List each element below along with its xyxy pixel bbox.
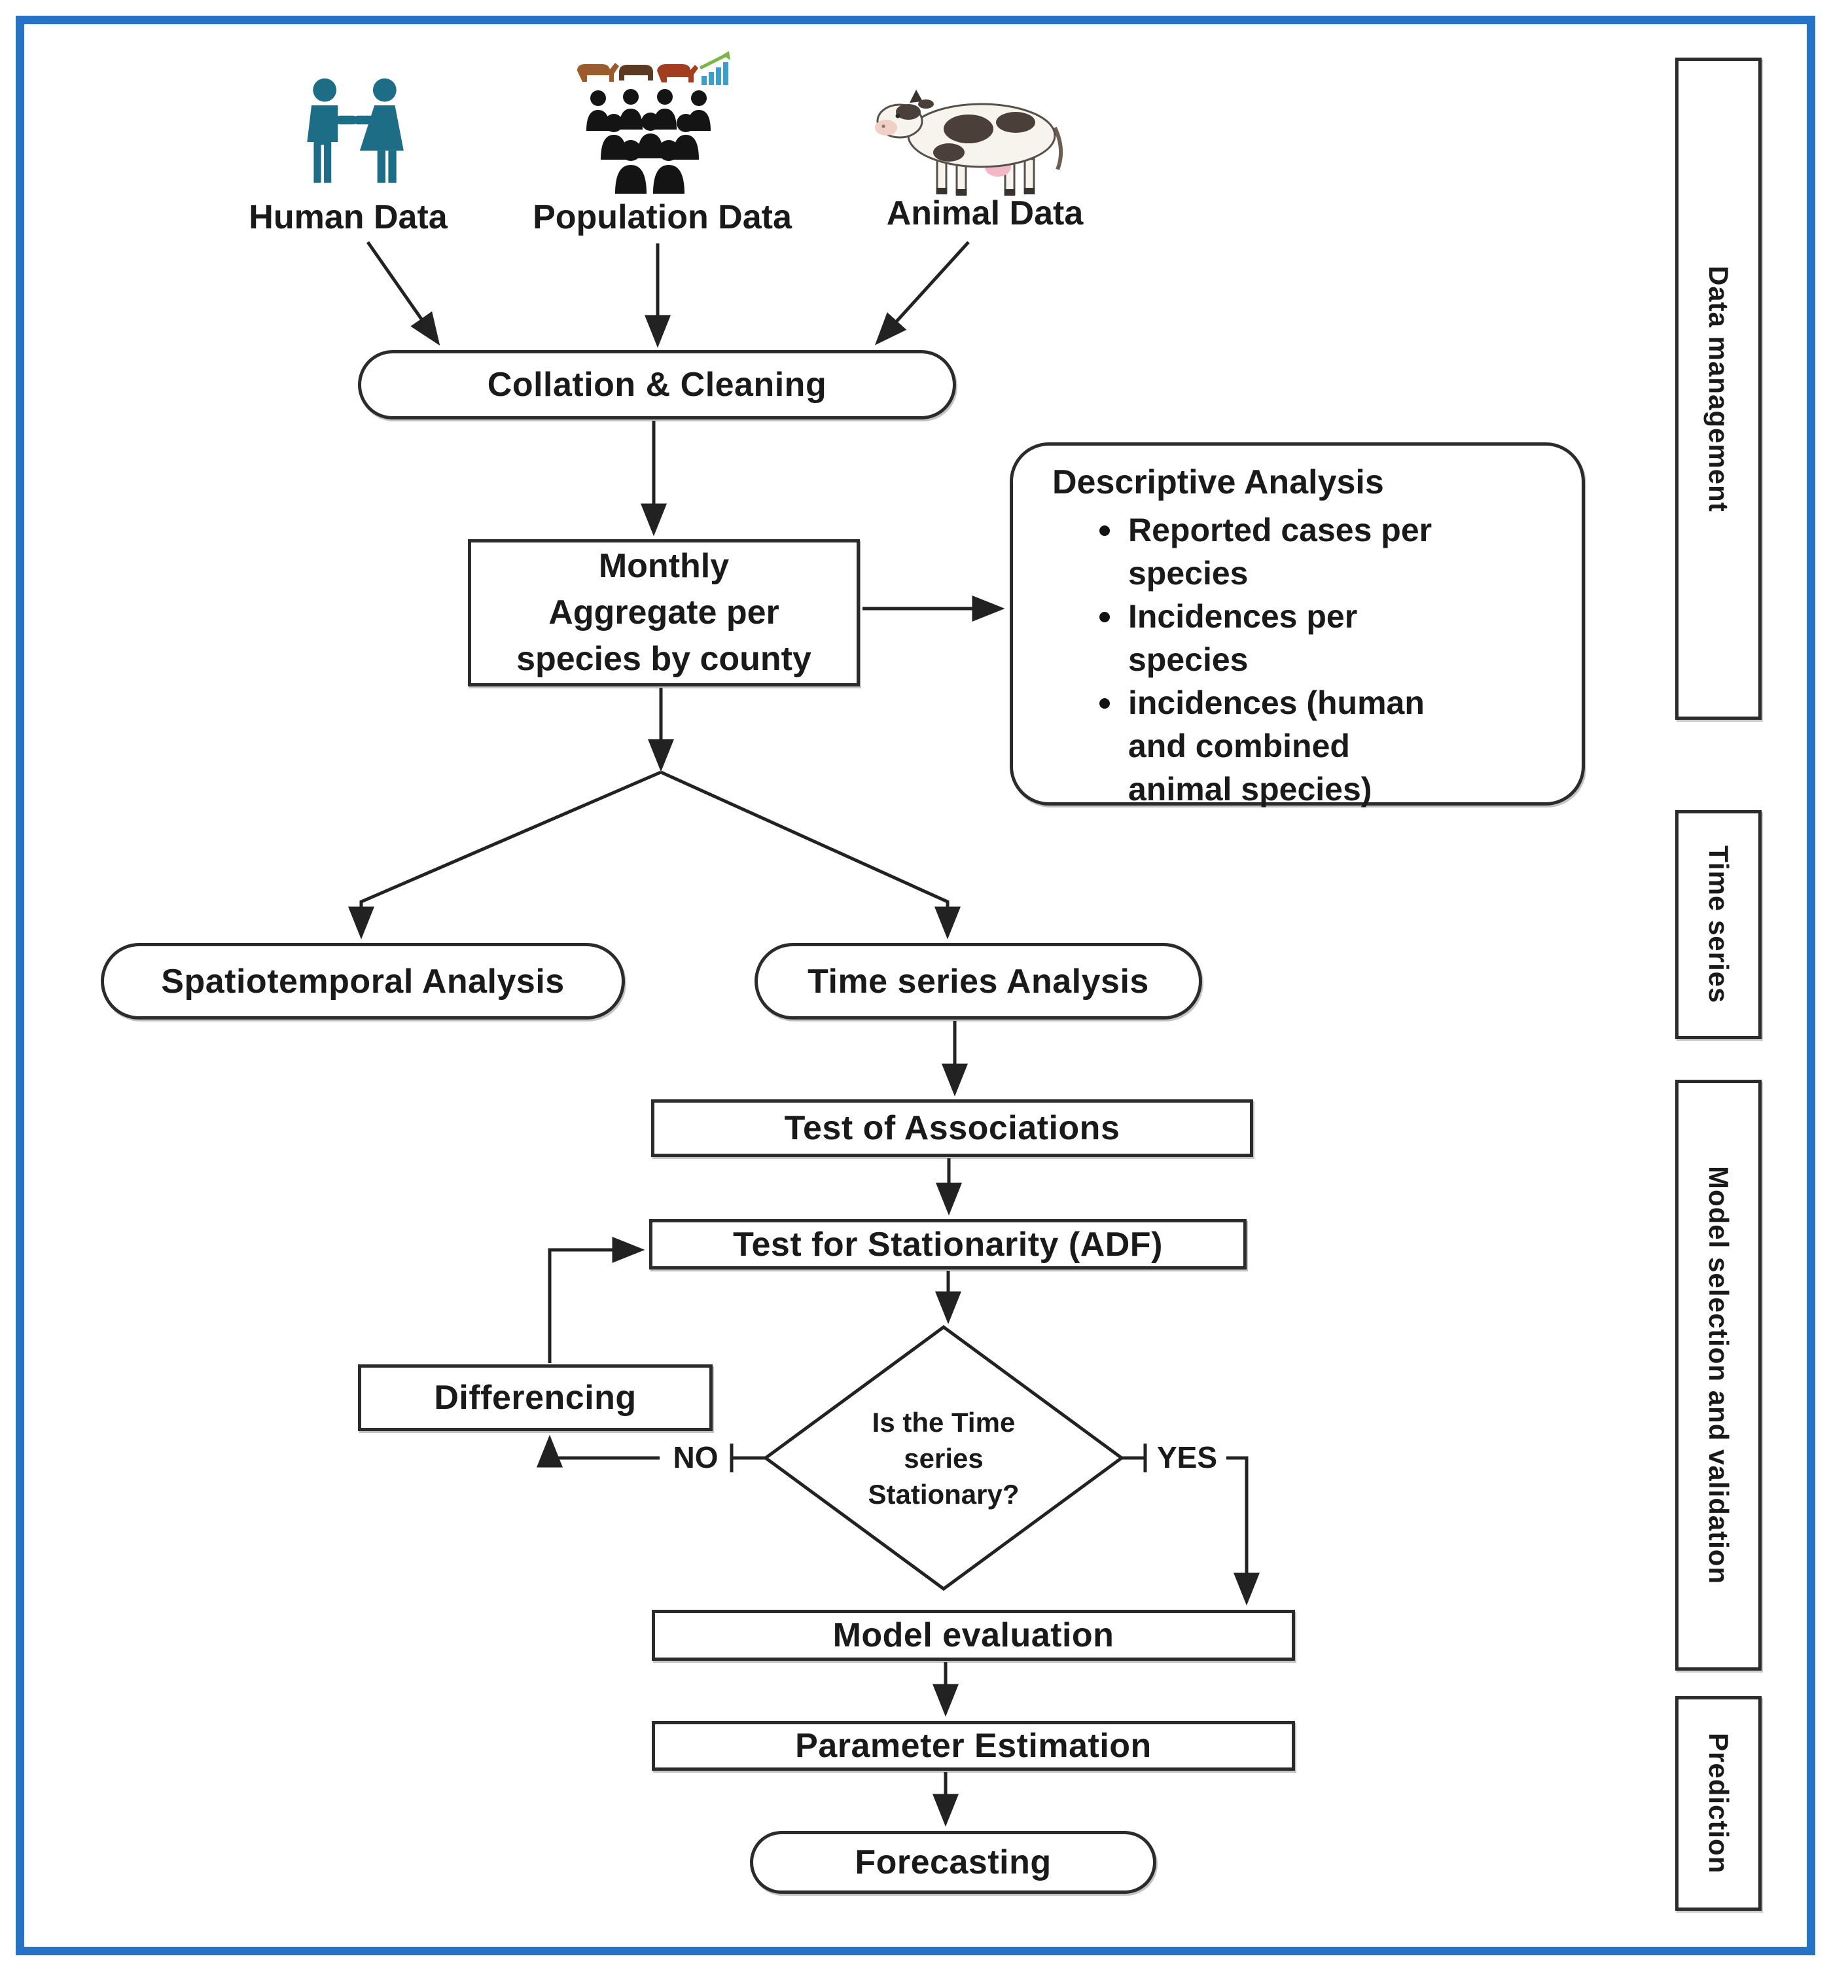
phase-box-time-series xyxy=(1675,810,1762,1039)
bullet-line: animal species) xyxy=(1128,771,1372,808)
descriptive-analysis-title: Descriptive Analysis xyxy=(1052,463,1384,501)
node-timeseries-analysis: Time series Analysis xyxy=(755,943,1202,1020)
cow-icon xyxy=(864,82,1083,203)
bullet-line: and combined xyxy=(1128,728,1350,764)
monthly-line: Aggregate per xyxy=(548,594,779,631)
decision-line: Is the Time xyxy=(872,1407,1016,1438)
decision-line: Stationary? xyxy=(868,1479,1020,1510)
phase-box-prediction xyxy=(1675,1696,1762,1911)
arrow-animal-to-collation xyxy=(878,242,968,342)
crowd-silhouettes xyxy=(586,89,711,194)
bullet-line: species xyxy=(1128,641,1249,678)
phase-label: Prediction xyxy=(1703,1733,1734,1874)
node-parameter-estimation: Parameter Estimation xyxy=(652,1721,1295,1771)
source-label-animal-data: Animal Data xyxy=(886,194,1084,232)
arrow-human-to-collation xyxy=(368,242,437,342)
livestock-strip-icon xyxy=(577,51,730,85)
human-couple-icon xyxy=(293,77,417,195)
node-forecasting: Forecasting xyxy=(750,1831,1156,1894)
node-descriptive-analysis xyxy=(1010,442,1585,806)
arrow-fork-to-spatiotemporal xyxy=(361,772,661,934)
node-model-evaluation: Model evaluation xyxy=(652,1610,1295,1661)
node-collation-cleaning: Collation & Cleaning xyxy=(358,350,956,419)
branch-label-no: NO xyxy=(673,1440,719,1474)
bullet-line: Incidences per xyxy=(1128,598,1358,635)
phase-label: Data management xyxy=(1703,265,1734,512)
branch-label-yes: YES xyxy=(1156,1440,1218,1474)
phase-box-model-selection-validation xyxy=(1675,1080,1762,1671)
phase-label: Time series xyxy=(1703,845,1734,1004)
source-label-human-data: Human Data xyxy=(249,198,448,236)
population-crowd-icon xyxy=(573,51,737,195)
monthly-line: Monthly xyxy=(598,547,730,585)
source-label-population-data: Population Data xyxy=(533,198,792,236)
descriptive-bullet xyxy=(1090,595,1562,681)
monthly-line: species by county xyxy=(516,640,811,678)
phase-box-data-management xyxy=(1675,58,1762,720)
arrow-fork-to-timeseries xyxy=(661,772,948,934)
arrow-differencing-to-stationarity xyxy=(550,1250,640,1363)
bullet-line: incidences (human xyxy=(1128,684,1425,721)
arrow-no-to-differencing xyxy=(550,1440,660,1458)
node-test-for-stationarity: Test for Stationarity (ADF) xyxy=(649,1219,1247,1269)
descriptive-bullet-list xyxy=(1050,508,1562,811)
decision-diamond-text xyxy=(813,1404,1075,1512)
bullet-line: species xyxy=(1128,555,1249,592)
bullet-line: Reported cases per xyxy=(1128,512,1432,548)
node-monthly-aggregate xyxy=(468,539,860,686)
node-spatiotemporal-analysis: Spatiotemporal Analysis xyxy=(101,943,625,1020)
node-differencing: Differencing xyxy=(358,1364,713,1431)
arrow-yes-to-model-evaluation xyxy=(1226,1458,1247,1601)
descriptive-bullet xyxy=(1090,508,1562,595)
decision-line: series xyxy=(904,1443,984,1474)
node-test-of-associations: Test of Associations xyxy=(651,1099,1253,1157)
phase-label: Model selection and validation xyxy=(1703,1165,1734,1585)
descriptive-bullet xyxy=(1090,681,1562,811)
